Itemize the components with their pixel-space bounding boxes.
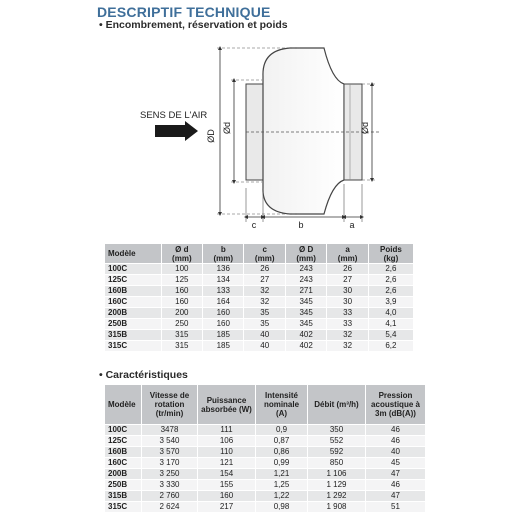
col-header: Poids (kg) [368,244,413,264]
table-cell: 3478 [142,425,198,436]
fan-housing [263,48,344,214]
table-cell: 0,87 [256,436,308,447]
table-cell: 51 [366,502,426,513]
dim-label-c: c [251,220,257,230]
page-title: DESCRIPTIF TECHNIQUE [97,4,271,20]
table-cell: 136 [203,264,244,275]
table-row [105,275,414,286]
table-cell: 0,99 [256,458,308,469]
model-cell: 200B [105,308,162,319]
table-cell: 40 [366,447,426,458]
table-cell: 2 624 [142,502,198,513]
table-cell: 315 [161,330,202,341]
table-row [105,436,426,447]
table-cell: 3 250 [142,469,198,480]
table-cell: 4,1 [368,319,413,330]
table-cell: 33 [327,319,368,330]
table-cell: 46 [366,425,426,436]
table-cell: 46 [366,480,426,491]
col-header: Débit (m³/h) [308,385,366,425]
table-cell: 243 [285,264,326,275]
table-row [105,425,426,436]
table-row [105,458,426,469]
model-cell: 315C [105,502,142,513]
table-cell: 27 [327,275,368,286]
table-cell: 47 [366,469,426,480]
model-cell: 315C [105,341,162,352]
model-cell: 125C [105,436,142,447]
table-row [105,447,426,458]
table-cell: 0,9 [256,425,308,436]
table-cell: 45 [366,458,426,469]
table-cell: 154 [198,469,256,480]
table-cell: 345 [285,297,326,308]
table-cell: 850 [308,458,366,469]
table-cell: 185 [203,341,244,352]
table-cell: 350 [308,425,366,436]
col-header: b (mm) [203,244,244,264]
table-cell: 2 760 [142,491,198,502]
table-cell: 33 [327,308,368,319]
air-direction-arrow [155,121,198,141]
table-cell: 1,22 [256,491,308,502]
table-cell: 3 170 [142,458,198,469]
table-cell: 1 106 [308,469,366,480]
col-header: a (mm) [327,244,368,264]
table-cell: 2,6 [368,286,413,297]
dimensions-table [104,243,414,352]
table-cell: 6,2 [368,341,413,352]
table-cell: 592 [308,447,366,458]
table-cell: 552 [308,436,366,447]
table-cell: 315 [161,341,202,352]
table-cell: 111 [198,425,256,436]
table-cell: 2,6 [368,264,413,275]
model-cell: 250B [105,480,142,491]
table-cell: 345 [285,319,326,330]
table-row [105,480,426,491]
col-header: Intensité nominale (A) [256,385,308,425]
table-cell: 1,25 [256,480,308,491]
table-cell: 110 [198,447,256,458]
table-row [105,286,414,297]
table-cell: 30 [327,297,368,308]
dim-label-phi-d-right: Ød [360,121,370,135]
table-cell: 35 [244,319,285,330]
characteristics-table [104,384,426,513]
table-cell: 160 [203,308,244,319]
table-cell: 125 [161,275,202,286]
table-cell: 26 [244,264,285,275]
table-cell: 1 908 [308,502,366,513]
section-heading-characteristics: • Caractéristiques [99,369,188,381]
table-cell: 35 [244,308,285,319]
dim-label-phi-d-left: Ød [222,121,232,135]
table-cell: 40 [244,330,285,341]
table-cell: 217 [198,502,256,513]
table-cell: 0,98 [256,502,308,513]
model-cell: 100C [105,264,162,275]
model-cell: 200B [105,469,142,480]
table-cell: 164 [203,297,244,308]
col-header: c (mm) [244,244,285,264]
table-row [105,469,426,480]
table-row [105,330,414,341]
table-cell: 250 [161,319,202,330]
col-header: Ø D (mm) [285,244,326,264]
table-cell: 402 [285,330,326,341]
table-cell: 402 [285,341,326,352]
table-row [105,308,414,319]
table-cell: 160 [161,297,202,308]
table-cell: 30 [327,286,368,297]
model-cell: 160B [105,447,142,458]
table-cell: 32 [244,286,285,297]
dim-label-phi-D: ØD [206,129,216,143]
table-cell: 160 [198,491,256,502]
table-cell: 106 [198,436,256,447]
table-cell: 133 [203,286,244,297]
table-cell: 3 330 [142,480,198,491]
table-cell: 271 [285,286,326,297]
table-cell: 40 [244,341,285,352]
model-cell: 100C [105,425,142,436]
table-cell: 160 [203,319,244,330]
model-cell: 315B [105,491,142,502]
table-row [105,297,414,308]
table-cell: 134 [203,275,244,286]
table-row [105,341,414,352]
table-cell: 32 [327,330,368,341]
section-heading-dimensions: • Encombrement, réservation et poids [99,19,288,31]
table-cell: 160 [161,286,202,297]
dim-label-b: b [298,220,304,230]
table-cell: 3,9 [368,297,413,308]
table-cell: 121 [198,458,256,469]
table-cell: 27 [244,275,285,286]
table-cell: 1 129 [308,480,366,491]
air-direction-label: SENS DE L'AIR [140,110,208,121]
table-cell: 0,86 [256,447,308,458]
table-cell: 243 [285,275,326,286]
table-cell: 200 [161,308,202,319]
table-cell: 5,4 [368,330,413,341]
col-header: Modèle [105,385,142,425]
table-cell: 1 292 [308,491,366,502]
table-cell: 46 [366,436,426,447]
table-cell: 3 540 [142,436,198,447]
characteristics-table-header [105,385,426,425]
model-cell: 125C [105,275,162,286]
model-cell: 315B [105,330,162,341]
model-cell: 160C [105,297,162,308]
col-header: Puissance absorbée (W) [198,385,256,425]
table-cell: 155 [198,480,256,491]
table-cell: 3 570 [142,447,198,458]
model-cell: 160B [105,286,162,297]
col-header: Pression acoustique à 3m (dB(A)) [366,385,426,425]
col-header: Modèle [105,244,162,264]
table-row [105,502,426,513]
table-row [105,491,426,502]
table-cell: 32 [327,341,368,352]
dim-label-a: a [349,220,355,230]
col-header: Vitesse de rotation (tr/min) [142,385,198,425]
model-cell: 250B [105,319,162,330]
table-cell: 32 [244,297,285,308]
table-row [105,264,414,275]
table-cell: 4,0 [368,308,413,319]
dimensions-table-header [105,244,414,264]
col-header: Ø d (mm) [161,244,202,264]
model-cell: 160C [105,458,142,469]
table-cell: 100 [161,264,202,275]
table-cell: 185 [203,330,244,341]
table-row [105,319,414,330]
table-cell: 2,6 [368,275,413,286]
table-cell: 345 [285,308,326,319]
table-cell: 1,21 [256,469,308,480]
table-cell: 47 [366,491,426,502]
table-cell: 26 [327,264,368,275]
